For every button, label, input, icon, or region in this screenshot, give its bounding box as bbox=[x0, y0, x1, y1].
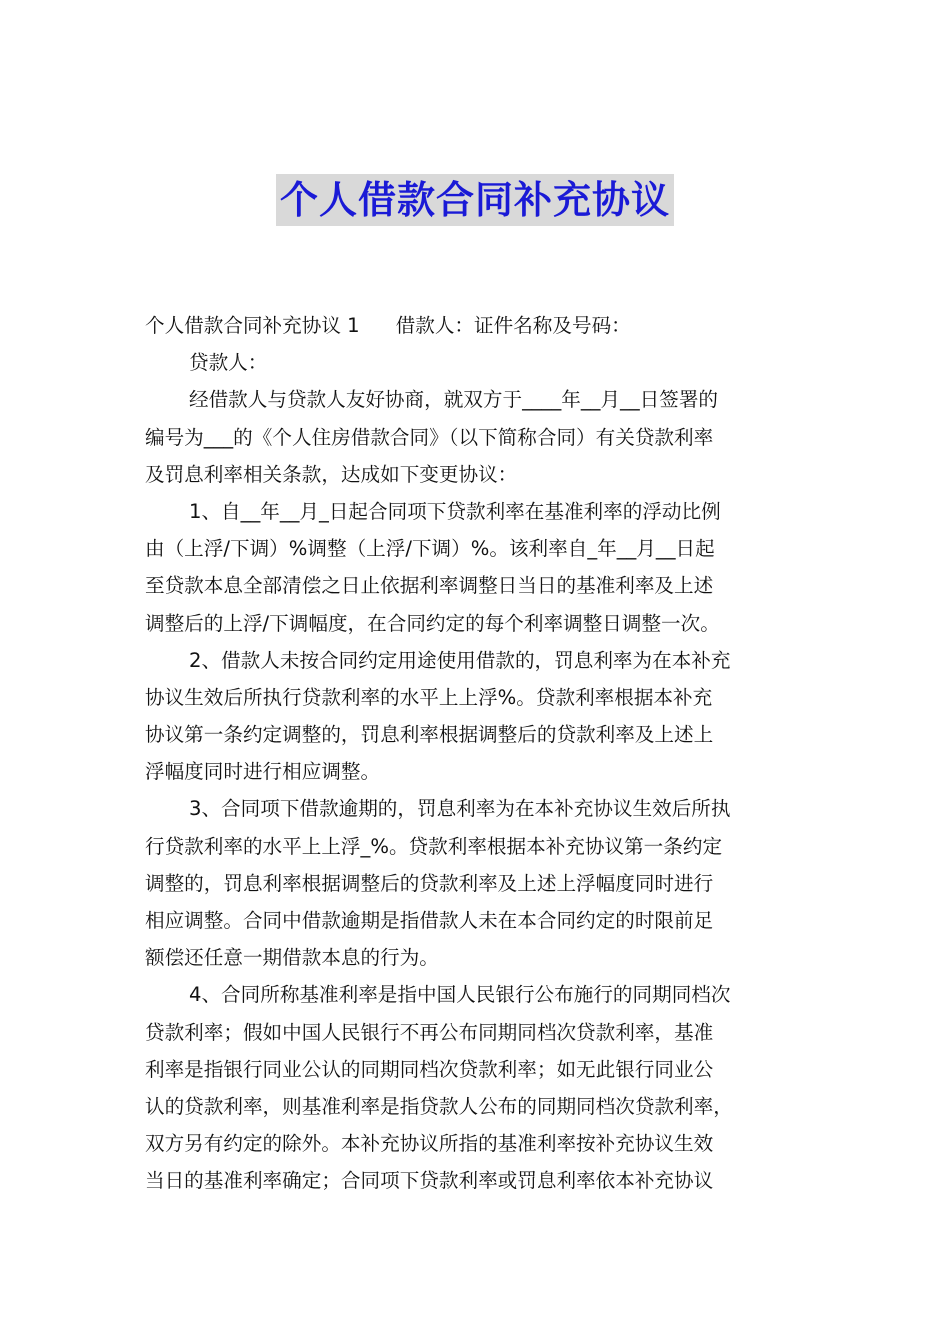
paragraph-line: 贷款人： bbox=[189, 351, 268, 375]
paragraph-line: 调整后的上浮/下调幅度，在合同约定的每个利率调整日调整一次。 bbox=[145, 611, 720, 635]
header-right-text: 借款人：证件名称及号码： bbox=[395, 314, 631, 337]
paragraph-line: 调整的，罚息利率根据调整后的贷款利率及上述上浮幅度同时进行 bbox=[145, 871, 714, 895]
document-title: 个人借款合同补充协议 bbox=[276, 174, 674, 226]
paragraph-line: 4、合同所称基准利率是指中国人民银行公布施行的同期同档次 bbox=[189, 983, 731, 1007]
paragraph-line: 双方另有约定的除外。本补充协议所指的基准利率按补充协议生效 bbox=[145, 1132, 714, 1156]
paragraph-line: 由（上浮/下调）%调整（上浮/下调）%。该利率自_年__月__日起 bbox=[145, 537, 715, 561]
header-line bbox=[145, 307, 810, 344]
paragraph-line: 2、借款人未按合同约定用途使用借款的，罚息利率为在本补充 bbox=[189, 648, 731, 672]
paragraph-line: 行贷款利率的水平上上浮_%。贷款利率根据本补充协议第一条约定 bbox=[145, 834, 723, 858]
paragraph-line: 3、合同项下借款逾期的，罚息利率为在本补充协议生效后所执 bbox=[189, 797, 731, 821]
title-wrap bbox=[0, 174, 950, 226]
paragraph-line: 经借款人与贷款人友好协商，就双方于____年__月__日签署的 bbox=[189, 388, 719, 412]
paragraph-line: 至贷款本息全部清偿之日止依据利率调整日当日的基准利率及上述 bbox=[145, 574, 714, 598]
paragraph-line: 当日的基准利率确定；合同项下贷款利率或罚息利率依本补充协议 bbox=[145, 1169, 714, 1193]
paragraph-line: 及罚息利率相关条款，达成如下变更协议： bbox=[145, 462, 518, 486]
paragraph-line: 协议第一条约定调整的，罚息利率根据调整后的贷款利率及上述上 bbox=[145, 723, 714, 747]
paragraph-line: 额偿还任意一期借款本息的行为。 bbox=[145, 946, 439, 970]
paragraph-line: 相应调整。合同中借款逾期是指借款人未在本合同约定的时限前足 bbox=[145, 909, 714, 932]
paragraph-line: 编号为___的《个人住房借款合同》（以下简称合同）有关贷款利率 bbox=[145, 425, 714, 449]
paragraph-line: 浮幅度同时进行相应调整。 bbox=[145, 760, 381, 784]
paragraph-line: 认的贷款利率，则基准利率是指贷款人公布的同期同档次贷款利率， bbox=[145, 1094, 733, 1118]
paragraph-line: 利率是指银行同业公认的同期同档次贷款利率；如无此银行同业公 bbox=[145, 1057, 714, 1081]
paragraph-line: 1、自__年__月_日起合同项下贷款利率在基准利率的浮动比例 bbox=[189, 499, 721, 523]
paragraph-line: 协议生效后所执行贷款利率的水平上上浮%。贷款利率根据本补充 bbox=[145, 685, 713, 709]
header-left-text: 个人借款合同补充协议 1 bbox=[145, 314, 360, 337]
document-body bbox=[145, 307, 810, 1200]
paragraph-line: 贷款利率；假如中国人民银行不再公布同期同档次贷款利率，基准 bbox=[145, 1020, 714, 1044]
